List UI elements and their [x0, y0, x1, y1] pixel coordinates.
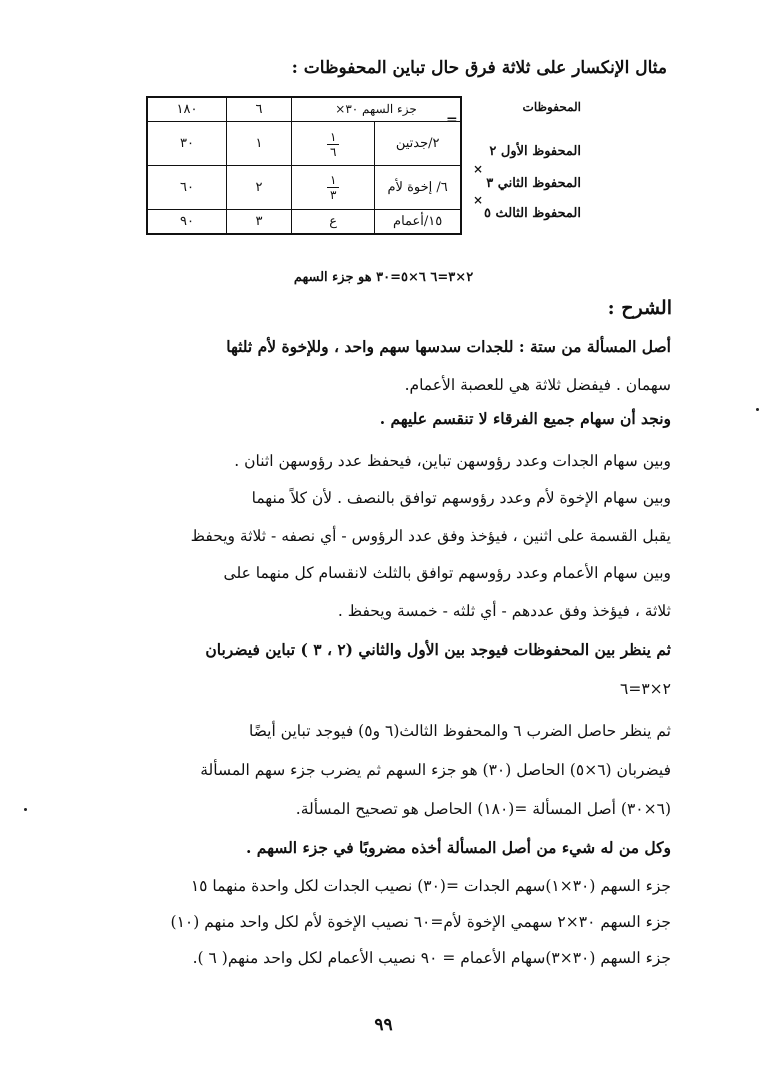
text-line: (٦×٣٠) أصل المسألة =(١٨٠) الحاصل هو تصحيح المسألة. — [295, 800, 671, 818]
text-line: سهمان . فيفضل ثلاثة هي للعصبة الأعمام. — [404, 376, 671, 394]
header-share-unit: جزء السهم ٣٠× — [292, 97, 461, 122]
text-line: وبين سهام الجدات وعدد رؤوسهن تباين، فيحفظ عدد رؤوسهن اثنان . — [234, 452, 671, 470]
table-header-row — [147, 97, 461, 122]
count-cell: ٢ — [227, 165, 292, 209]
equals-mark: = — [446, 112, 458, 128]
text-line: ثم ينظر بين المحفوظات فيوجد بين الأول والثاني (٢ ، ٣ ) تباين فيضربان — [205, 640, 671, 659]
page-number: ٩٩ — [374, 1015, 393, 1035]
count-cell: ٣ — [227, 209, 292, 234]
text-line: ثلاثة ، فيؤخذ وفق عددهم - أي ثلثه - خمسة ويحفظ . — [337, 602, 671, 620]
text-line: ٢×٣=٦ — [620, 680, 671, 698]
text-line: جزء السهم (٣٠×١)سهم الجدات =(٣٠) نصيب الجدات لكل واحدة منهما ١٥ — [190, 877, 671, 895]
text-line: ونجد أن سهام جميع الفرقاء لا تنقسم عليهم . — [379, 409, 671, 428]
text-line: ثم ينظر حاصل الضرب ٦ والمحفوظ الثالث(٦ و٥) فيوجد تباين أيضًا — [248, 722, 671, 740]
heir-cell: ٢/جدتين — [375, 122, 461, 166]
fraction: $\frac{١}{٣}$ — [327, 174, 339, 201]
table-row — [147, 209, 461, 234]
result-cell: ٦٠ — [147, 165, 227, 209]
text-line: أصل المسألة من ستة : للجدات سدسها سهم واحد ، وللإخوة لأم ثلثها — [226, 337, 671, 356]
result-cell: ٩٠ — [147, 209, 227, 234]
multiply-mark: × — [472, 162, 483, 176]
stray-dot — [24, 808, 27, 811]
distribution-table — [146, 96, 462, 235]
preserved-label: المحفوظ الثاني ٣ — [486, 176, 581, 191]
result-cell: ٣٠ — [147, 122, 227, 166]
heir-cell: ٦/ إخوة لأم — [375, 165, 461, 209]
section-title: الشرح : — [607, 297, 672, 319]
multiply-mark: × — [472, 193, 483, 207]
fraction-cell: ع — [292, 209, 375, 234]
table-row — [147, 122, 461, 166]
table-row — [147, 165, 461, 209]
header-total: ٦ — [227, 97, 292, 122]
text-line: جزء السهم (٣٠×٣)سهام الأعمام = ٩٠ نصيب الأعمام لكل واحد منهم( ٦ ). — [192, 949, 671, 967]
text-line: فيضربان (٦×٥) الحاصل (٣٠) هو جزء السهم ثم يضرب جزء سهم المسألة — [200, 761, 671, 779]
distribution-table-wrap — [146, 96, 462, 235]
heir-cell: ١٥/أعمام — [375, 209, 461, 234]
fraction-cell — [292, 122, 375, 166]
text-line: وبين سهام الإخوة لأم وعدد رؤوسهم توافق بالنصف . لأن كلاً منهما — [251, 489, 671, 507]
preserved-label: المحفوظ الأول ٢ — [489, 144, 581, 159]
text-line: وكل من له شيء من أصل المسألة أخذه مضروبًا في جزء السهم . — [246, 838, 671, 857]
preserved-label: المحفوظ الثالث ٥ — [483, 206, 581, 221]
stray-dot — [756, 408, 759, 411]
count-cell: ١ — [227, 122, 292, 166]
text-line: يقبل القسمة على اثنين ، فيؤخذ وفق عدد الرؤوس - أي نصفه - ثلاثة ويحفظ — [190, 527, 671, 545]
formula-line: ٢×٣=٦ ٦×٥=٣٠ هو جزء السهم — [293, 270, 474, 285]
example-heading: مثال الإنكسار على ثلاثة فرق حال تباين المحفوظات : — [291, 58, 667, 78]
preserved-heading: المحفوظات — [522, 100, 581, 114]
text-line: جزء السهم ٣٠×٢ سهمي الإخوة لأم=٦٠ نصيب الإخوة لأم لكل واحد منهم (١٠) — [170, 913, 671, 931]
fraction: $\frac{١}{٦}$ — [327, 131, 339, 158]
header-result: ١٨٠ — [147, 97, 227, 122]
text-line: وبين سهام الأعمام وعدد رؤوسهم توافق بالثلث لانقسام كل منهما على — [223, 564, 671, 582]
fraction-cell — [292, 165, 375, 209]
